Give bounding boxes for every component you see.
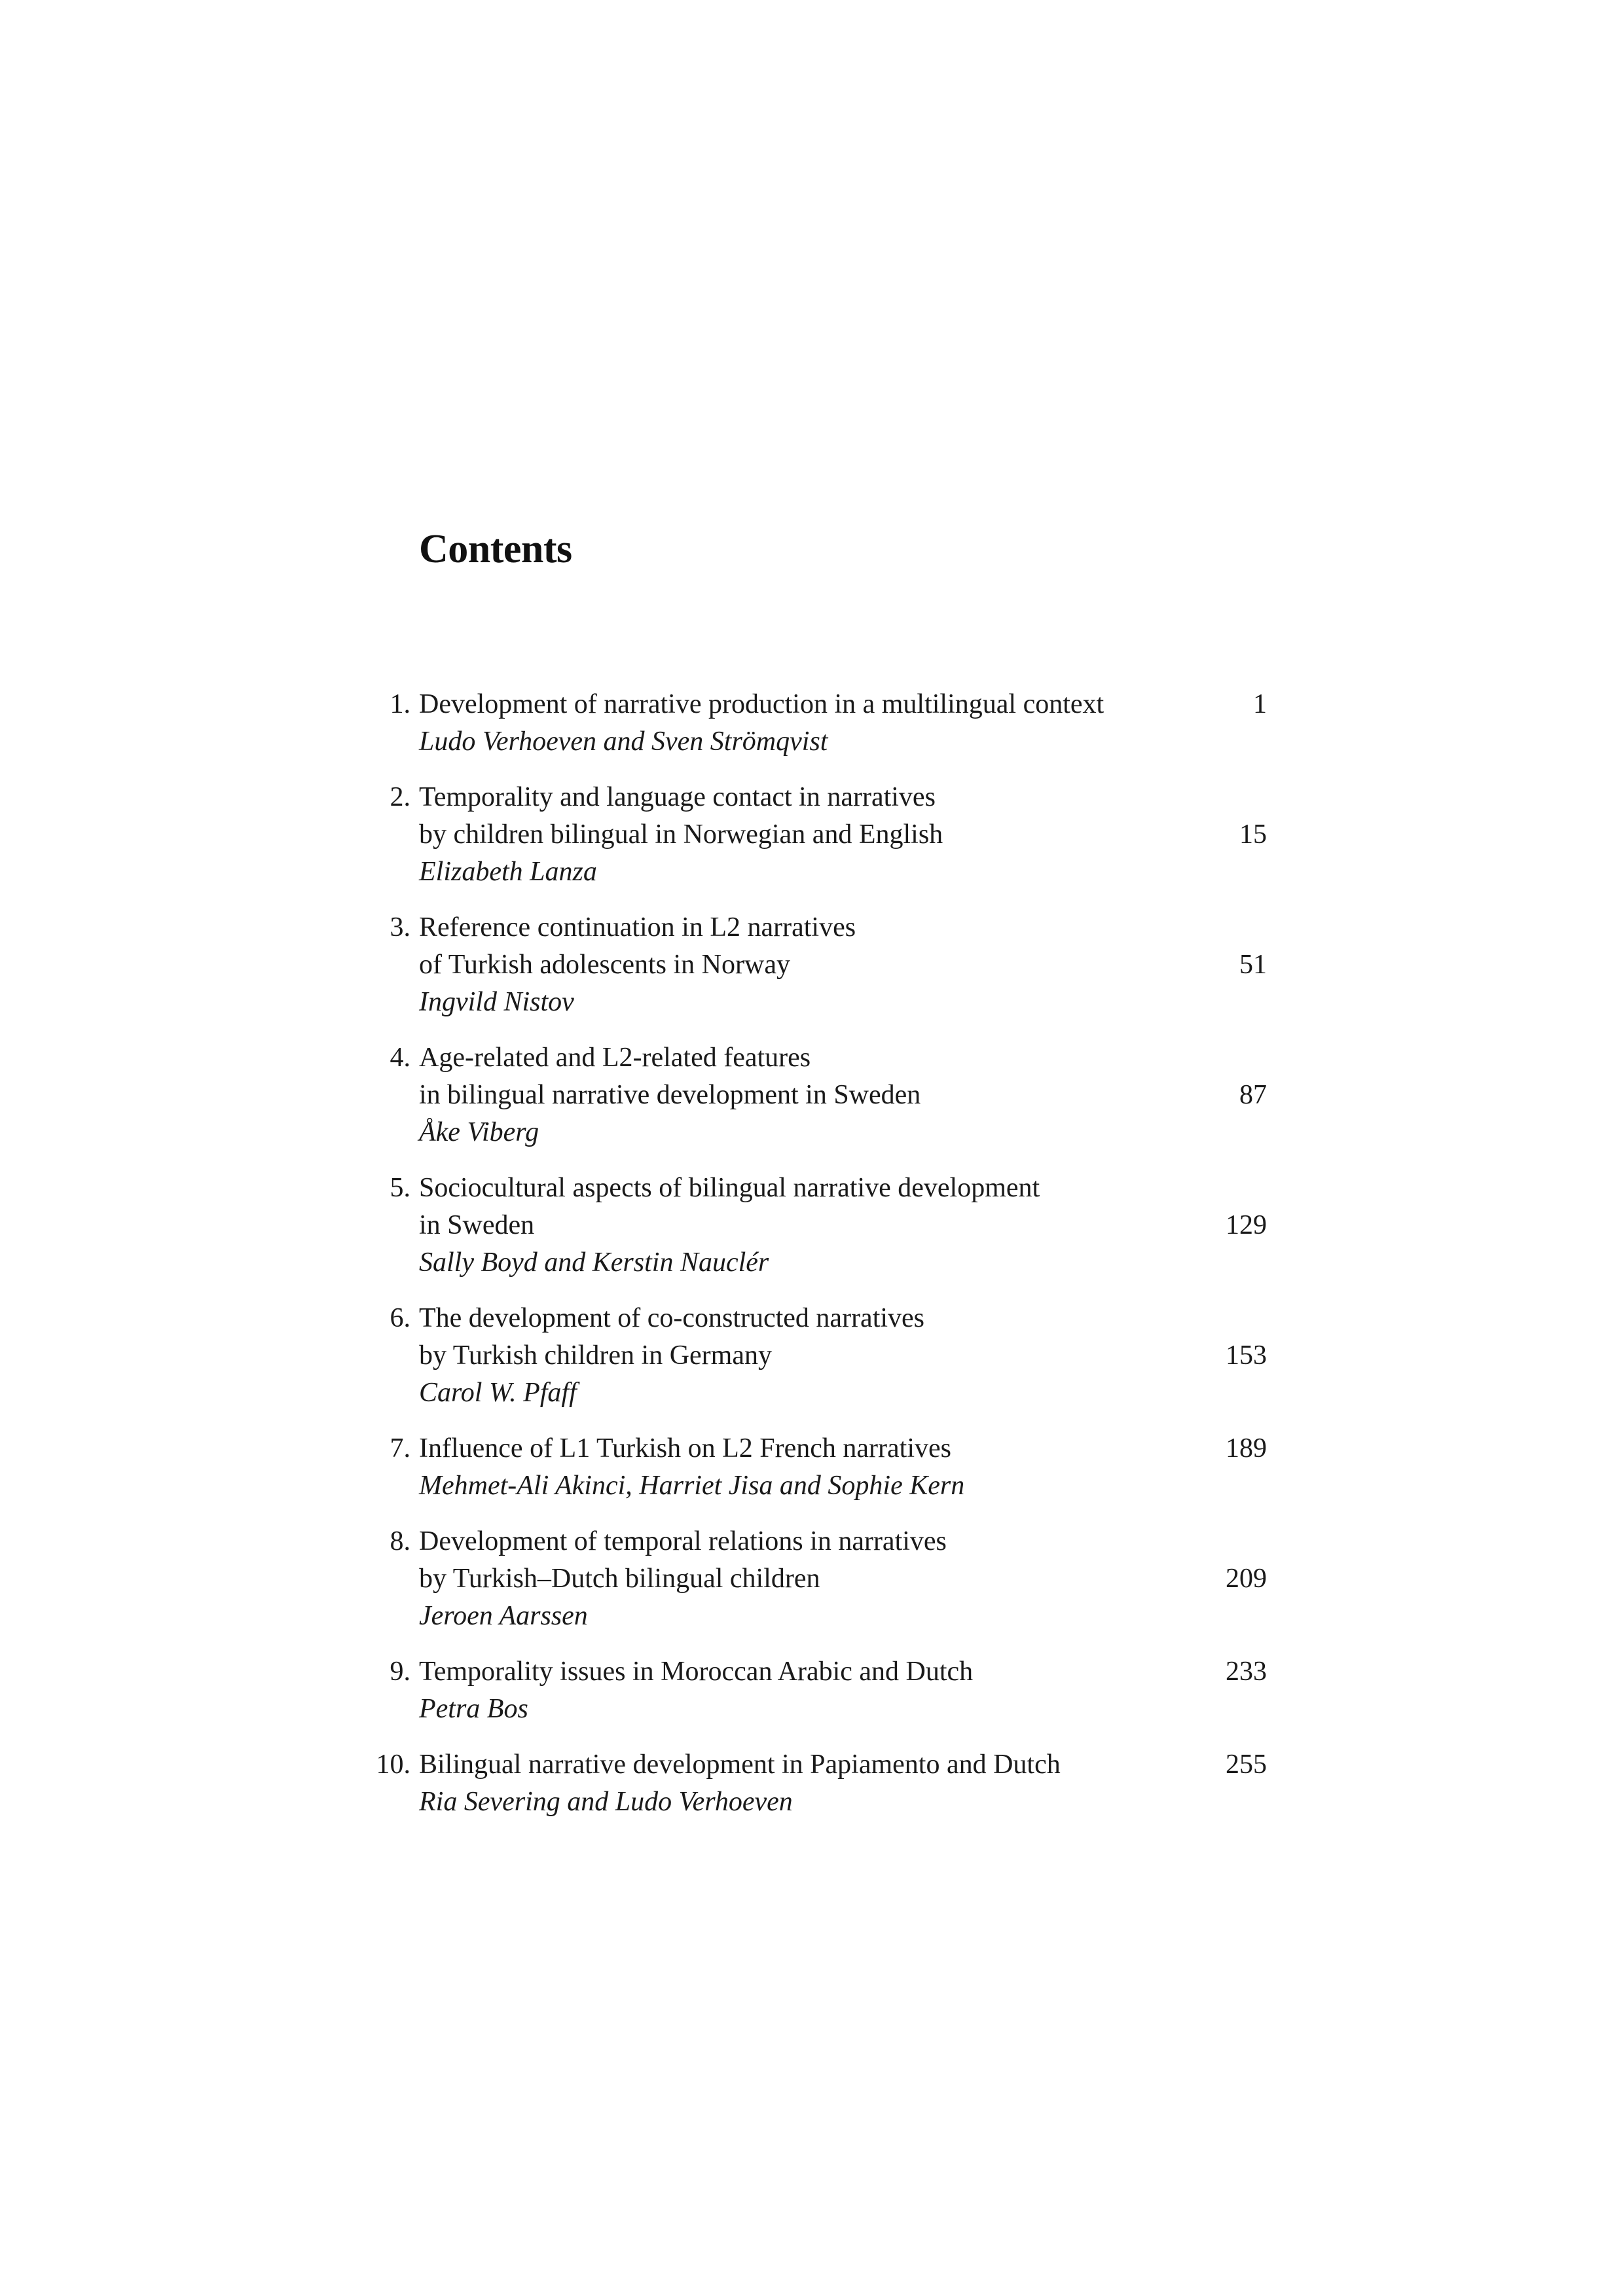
chapter-number: 2. <box>390 782 410 812</box>
chapter-number: 6. <box>390 1303 410 1333</box>
chapter-title-line: Age-related and L2-related features <box>419 1043 811 1073</box>
page-number: 255 <box>1226 1749 1267 1780</box>
chapter-authors: Mehmet-Ali Akinci, Harriet Jisa and Sophie Kern <box>419 1471 965 1501</box>
chapter-title-line: in Sweden <box>419 1210 535 1240</box>
toc-entry[interactable] <box>363 1170 1267 1282</box>
page-number: 1 <box>1253 689 1267 719</box>
toc-entry[interactable] <box>363 1746 1267 1821</box>
toc-entry[interactable] <box>363 1300 1267 1412</box>
page-title: Contents <box>419 527 572 571</box>
chapter-authors: Åke Viberg <box>419 1117 539 1147</box>
page-number: 153 <box>1226 1340 1267 1371</box>
page-number: 129 <box>1226 1210 1267 1240</box>
chapter-authors: Sally Boyd and Kerstin Nauclér <box>419 1247 769 1278</box>
chapter-title-line: Temporality and language contact in narratives <box>419 782 936 812</box>
chapter-title-line: The development of co-constructed narratives <box>419 1303 925 1333</box>
toc-entry[interactable] <box>363 1653 1267 1728</box>
chapter-authors: Ludo Verhoeven and Sven Strömqvist <box>419 726 828 757</box>
chapter-number: 9. <box>390 1657 410 1687</box>
chapter-number: 8. <box>390 1526 410 1556</box>
page-number: 15 <box>1239 819 1267 850</box>
page-number: 209 <box>1226 1564 1267 1594</box>
chapter-title-line: Influence of L1 Turkish on L2 French narratives <box>419 1433 951 1463</box>
chapter-number: 3. <box>390 912 410 942</box>
chapter-title-line: Bilingual narrative development in Papiamento and Dutch <box>419 1749 1061 1780</box>
chapter-title-line: by Turkish–Dutch bilingual children <box>419 1564 820 1594</box>
page-number: 233 <box>1226 1657 1267 1687</box>
page-number: 87 <box>1239 1080 1267 1110</box>
chapter-title-line: Sociocultural aspects of bilingual narrative development <box>419 1173 1040 1203</box>
toc-entry[interactable] <box>363 779 1267 891</box>
chapter-number: 1. <box>390 689 410 719</box>
toc-entry[interactable] <box>363 1430 1267 1505</box>
chapter-authors: Ria Severing and Ludo Verhoeven <box>419 1787 793 1817</box>
page-number: 189 <box>1226 1433 1267 1463</box>
chapter-authors: Jeroen Aarssen <box>419 1601 588 1631</box>
chapter-title-line: of Turkish adolescents in Norway <box>419 950 790 980</box>
chapter-authors: Ingvild Nistov <box>419 987 574 1017</box>
chapter-number: 10. <box>376 1749 410 1780</box>
chapter-title-line: Development of narrative production in a multilingual context <box>419 689 1104 719</box>
chapter-number: 5. <box>390 1173 410 1203</box>
chapter-title-line: by Turkish children in Germany <box>419 1340 772 1371</box>
chapter-authors: Carol W. Pfaff <box>419 1378 577 1408</box>
page-number: 51 <box>1239 950 1267 980</box>
chapter-title-line: in bilingual narrative development in Sweden <box>419 1080 921 1110</box>
chapter-title-line: by children bilingual in Norwegian and English <box>419 819 943 850</box>
toc-entry[interactable] <box>363 686 1267 761</box>
toc-entry[interactable] <box>363 1523 1267 1635</box>
chapter-title-line: Development of temporal relations in narratives <box>419 1526 947 1556</box>
chapter-authors: Elizabeth Lanza <box>419 857 597 887</box>
chapter-title-line: Reference continuation in L2 narratives <box>419 912 856 942</box>
chapter-number: 4. <box>390 1043 410 1073</box>
toc-entry[interactable] <box>363 909 1267 1021</box>
toc-entry[interactable] <box>363 1039 1267 1151</box>
table-of-contents <box>363 686 1267 1839</box>
chapter-number: 7. <box>390 1433 410 1463</box>
chapter-authors: Petra Bos <box>419 1694 528 1724</box>
chapter-title-line: Temporality issues in Moroccan Arabic and Dutch <box>419 1657 974 1687</box>
